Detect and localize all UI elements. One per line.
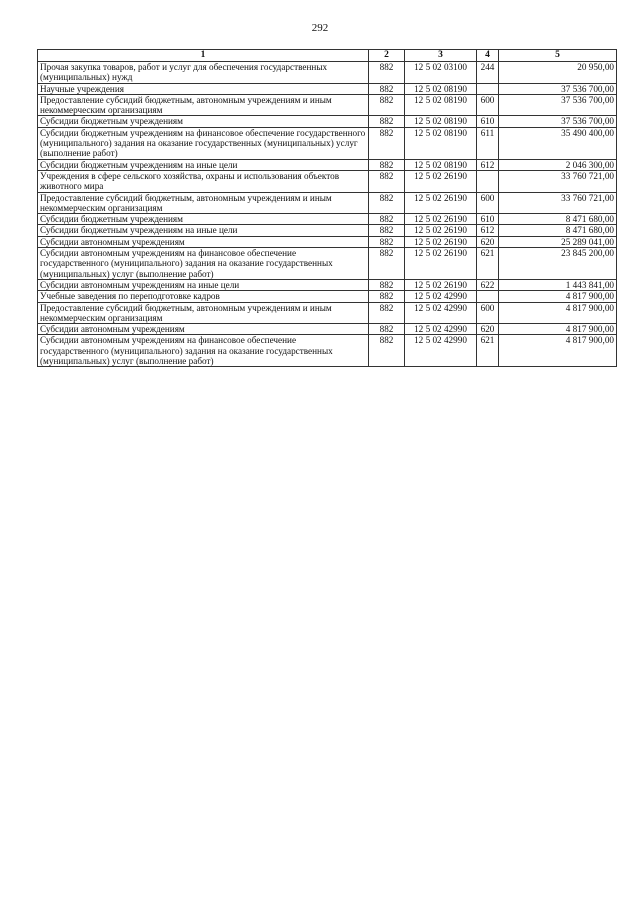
row-type-cell: 622 <box>477 279 499 290</box>
column-header-2: 2 <box>369 50 405 62</box>
row-target-cell: 12 5 02 26190 <box>405 192 477 214</box>
row-name-cell: Учебные заведения по переподготовке кадров <box>38 291 369 302</box>
row-code-cell: 882 <box>369 83 405 94</box>
table-row <box>38 62 617 84</box>
row-name-cell: Прочая закупка товаров, работ и услуг для обеспечения государственных (муниципальных) нужд <box>38 62 369 84</box>
table-row <box>38 225 617 236</box>
row-amount-cell: 33 760 721,00 <box>499 170 617 192</box>
row-target-cell: 12 5 02 08190 <box>405 94 477 116</box>
row-type-cell: 610 <box>477 214 499 225</box>
row-code-cell: 882 <box>369 236 405 247</box>
table-row <box>38 302 617 324</box>
row-target-cell: 12 5 02 42990 <box>405 324 477 335</box>
row-amount-cell: 4 817 900,00 <box>499 291 617 302</box>
row-code-cell: 882 <box>369 248 405 280</box>
row-type-cell: 621 <box>477 248 499 280</box>
row-name-cell: Предоставление субсидий бюджетным, автономным учреждениям и иным некоммерческим организациям <box>38 94 369 116</box>
table-row <box>38 335 617 367</box>
row-code-cell: 882 <box>369 62 405 84</box>
page-number: 292 <box>311 22 329 34</box>
row-type-cell: 620 <box>477 324 499 335</box>
row-type-cell: 610 <box>477 116 499 127</box>
row-name-cell: Субсидии автономным учреждениям на финансовое обеспечение государственного (муниципального) задания на оказание государственных (муниципальных) услуг (выполнение работ) <box>38 248 369 280</box>
row-type-cell <box>477 170 499 192</box>
row-code-cell: 882 <box>369 335 405 367</box>
row-amount-cell: 33 760 721,00 <box>499 192 617 214</box>
row-target-cell: 12 5 02 42990 <box>405 302 477 324</box>
table-row <box>38 127 617 159</box>
table-row <box>38 192 617 214</box>
row-name-cell: Научные учреждения <box>38 83 369 94</box>
row-amount-cell: 8 471 680,00 <box>499 214 617 225</box>
row-type-cell: 244 <box>477 62 499 84</box>
row-target-cell: 12 5 02 08190 <box>405 83 477 94</box>
row-code-cell: 882 <box>369 214 405 225</box>
row-name-cell: Субсидии бюджетным учреждениям <box>38 116 369 127</box>
table-row <box>38 159 617 170</box>
row-amount-cell: 23 845 200,00 <box>499 248 617 280</box>
table-body <box>38 62 617 367</box>
row-amount-cell: 35 490 400,00 <box>499 127 617 159</box>
table-row <box>38 279 617 290</box>
row-amount-cell: 37 536 700,00 <box>499 116 617 127</box>
row-type-cell: 600 <box>477 94 499 116</box>
row-type-cell: 612 <box>477 159 499 170</box>
row-target-cell: 12 5 02 08190 <box>405 159 477 170</box>
row-amount-cell: 4 817 900,00 <box>499 335 617 367</box>
row-name-cell: Предоставление субсидий бюджетным, автономным учреждениям и иным некоммерческим организациям <box>38 192 369 214</box>
row-name-cell: Субсидии бюджетным учреждениям на финансовое обеспечение государственного (муниципального) задания на оказание государственных (муниципальных) услуг (выполнение работ) <box>38 127 369 159</box>
row-code-cell: 882 <box>369 324 405 335</box>
row-target-cell: 12 5 02 26190 <box>405 236 477 247</box>
row-code-cell: 882 <box>369 225 405 236</box>
row-name-cell: Субсидии автономным учреждениям на финансовое обеспечение государственного (муниципального) задания на оказание государственных (муниципальных) услуг (выполнение работ) <box>38 335 369 367</box>
row-name-cell: Предоставление субсидий бюджетным, автономным учреждениям и иным некоммерческим организациям <box>38 302 369 324</box>
table-row <box>38 324 617 335</box>
budget-table <box>37 49 617 367</box>
row-code-cell: 882 <box>369 192 405 214</box>
table-row <box>38 83 617 94</box>
row-code-cell: 882 <box>369 170 405 192</box>
row-code-cell: 882 <box>369 279 405 290</box>
row-name-cell: Учреждения в сфере сельского хозяйства, охраны и использования объектов животного мира <box>38 170 369 192</box>
row-name-cell: Субсидии автономным учреждениям <box>38 236 369 247</box>
row-amount-cell: 37 536 700,00 <box>499 94 617 116</box>
row-code-cell: 882 <box>369 291 405 302</box>
column-header-4: 4 <box>477 50 499 62</box>
row-code-cell: 882 <box>369 116 405 127</box>
column-header-1: 1 <box>38 50 369 62</box>
column-header-5: 5 <box>499 50 617 62</box>
row-type-cell: 612 <box>477 225 499 236</box>
table-row <box>38 291 617 302</box>
row-target-cell: 12 5 02 26190 <box>405 225 477 236</box>
row-type-cell: 600 <box>477 192 499 214</box>
row-amount-cell: 8 471 680,00 <box>499 225 617 236</box>
row-code-cell: 882 <box>369 159 405 170</box>
row-target-cell: 12 5 02 26190 <box>405 214 477 225</box>
column-header-3: 3 <box>405 50 477 62</box>
table-header-row <box>38 50 617 62</box>
row-code-cell: 882 <box>369 94 405 116</box>
row-target-cell: 12 5 02 08190 <box>405 127 477 159</box>
row-target-cell: 12 5 02 03100 <box>405 62 477 84</box>
row-type-cell: 620 <box>477 236 499 247</box>
row-name-cell: Субсидии бюджетным учреждениям <box>38 214 369 225</box>
row-target-cell: 12 5 02 08190 <box>405 116 477 127</box>
row-code-cell: 882 <box>369 127 405 159</box>
row-amount-cell: 25 289 041,00 <box>499 236 617 247</box>
table-row <box>38 236 617 247</box>
row-name-cell: Субсидии автономным учреждениям <box>38 324 369 335</box>
table-row <box>38 116 617 127</box>
row-name-cell: Субсидии бюджетным учреждениям на иные цели <box>38 159 369 170</box>
row-type-cell: 600 <box>477 302 499 324</box>
row-type-cell: 621 <box>477 335 499 367</box>
row-type-cell: 611 <box>477 127 499 159</box>
row-amount-cell: 4 817 900,00 <box>499 302 617 324</box>
row-target-cell: 12 5 02 42990 <box>405 335 477 367</box>
row-target-cell: 12 5 02 26190 <box>405 279 477 290</box>
row-name-cell: Субсидии автономным учреждениям на иные цели <box>38 279 369 290</box>
row-amount-cell: 37 536 700,00 <box>499 83 617 94</box>
table-row <box>38 170 617 192</box>
row-code-cell: 882 <box>369 302 405 324</box>
row-amount-cell: 20 950,00 <box>499 62 617 84</box>
table-row <box>38 94 617 116</box>
row-amount-cell: 2 046 300,00 <box>499 159 617 170</box>
row-type-cell <box>477 83 499 94</box>
row-name-cell: Субсидии бюджетным учреждениям на иные цели <box>38 225 369 236</box>
row-target-cell: 12 5 02 42990 <box>405 291 477 302</box>
row-amount-cell: 1 443 841,00 <box>499 279 617 290</box>
row-target-cell: 12 5 02 26190 <box>405 170 477 192</box>
table-row <box>38 248 617 280</box>
row-amount-cell: 4 817 900,00 <box>499 324 617 335</box>
table-row <box>38 214 617 225</box>
row-target-cell: 12 5 02 26190 <box>405 248 477 280</box>
row-type-cell <box>477 291 499 302</box>
